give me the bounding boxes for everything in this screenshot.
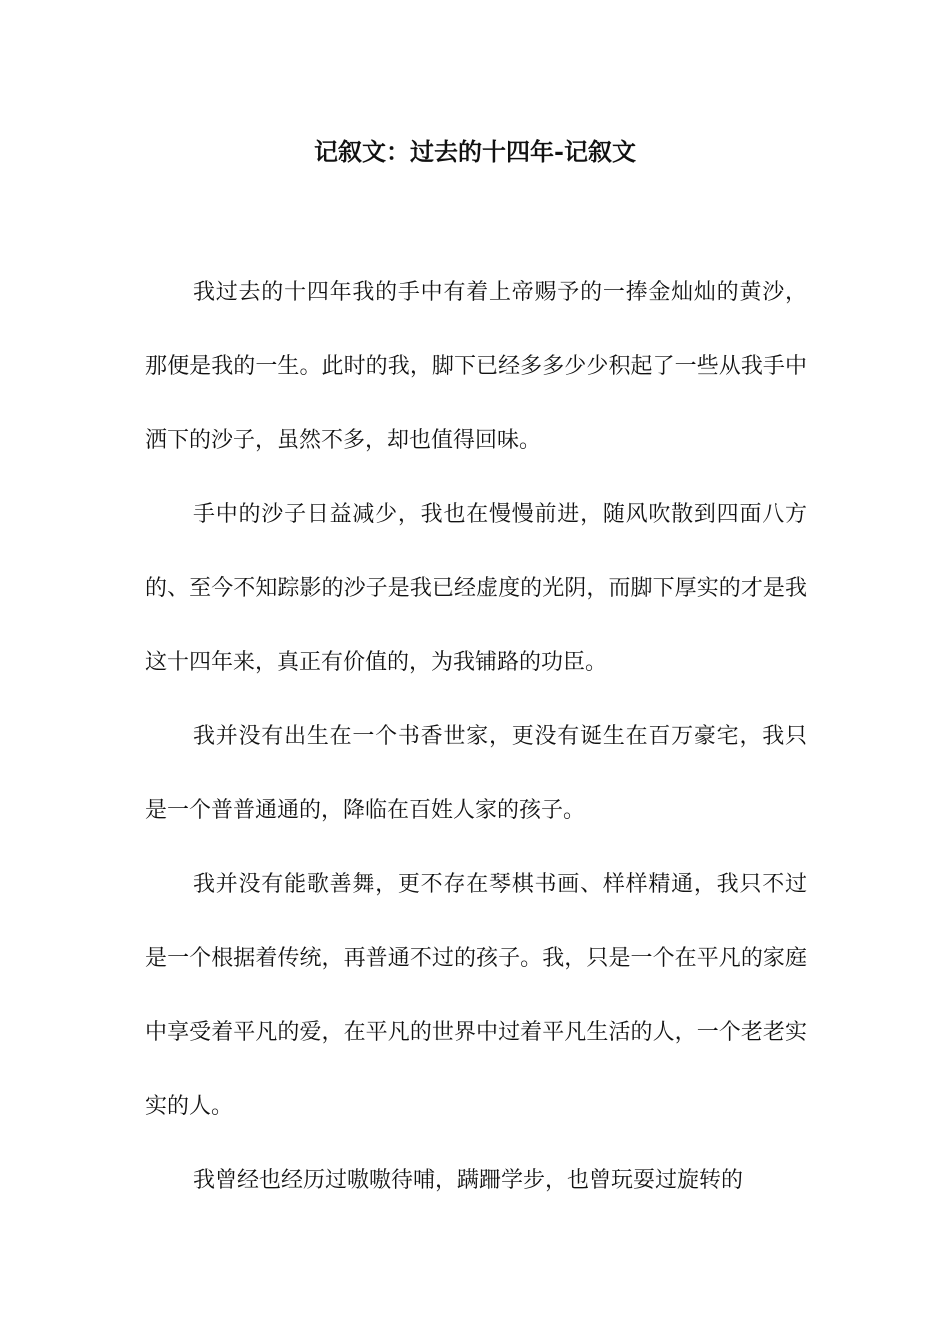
paragraph-4: 我并没有能歌善舞，更不存在琴棋书画、样样精通，我只不过是一个根据着传统，再普通不过的孩子。我，只是一个在平凡的家庭中享受着平凡的爱，在平凡的世界中过着平凡生活的人，一个老老实实的人。 bbox=[145, 872, 807, 1119]
document-body bbox=[145, 256, 807, 1218]
document-title: 记叙文：过去的十四年-记叙文 bbox=[314, 137, 636, 166]
paragraph-3: 我并没有出生在一个书香世家，更没有诞生在百万豪宅，我只是一个普普通通的，降临在百姓人家的孩子。 bbox=[145, 724, 807, 823]
paragraph-5: 我曾经也经历过嗷嗷待哺，蹒跚学步，也曾玩耍过旋转的 bbox=[193, 1168, 744, 1193]
paragraph-2: 手中的沙子日益减少，我也在慢慢前进，随风吹散到四面八方的、至今不知踪影的沙子是我已经虚度的光阴，而脚下厚实的才是我这十四年来，真正有价值的，为我铺路的功臣。 bbox=[145, 502, 807, 675]
paragraph-1: 我过去的十四年我的手中有着上帝赐予的一捧金灿灿的黄沙，那便是我的一生。此时的我，脚下已经多多少少积起了一些从我手中洒下的沙子，虽然不多，却也值得回味。 bbox=[145, 280, 807, 453]
